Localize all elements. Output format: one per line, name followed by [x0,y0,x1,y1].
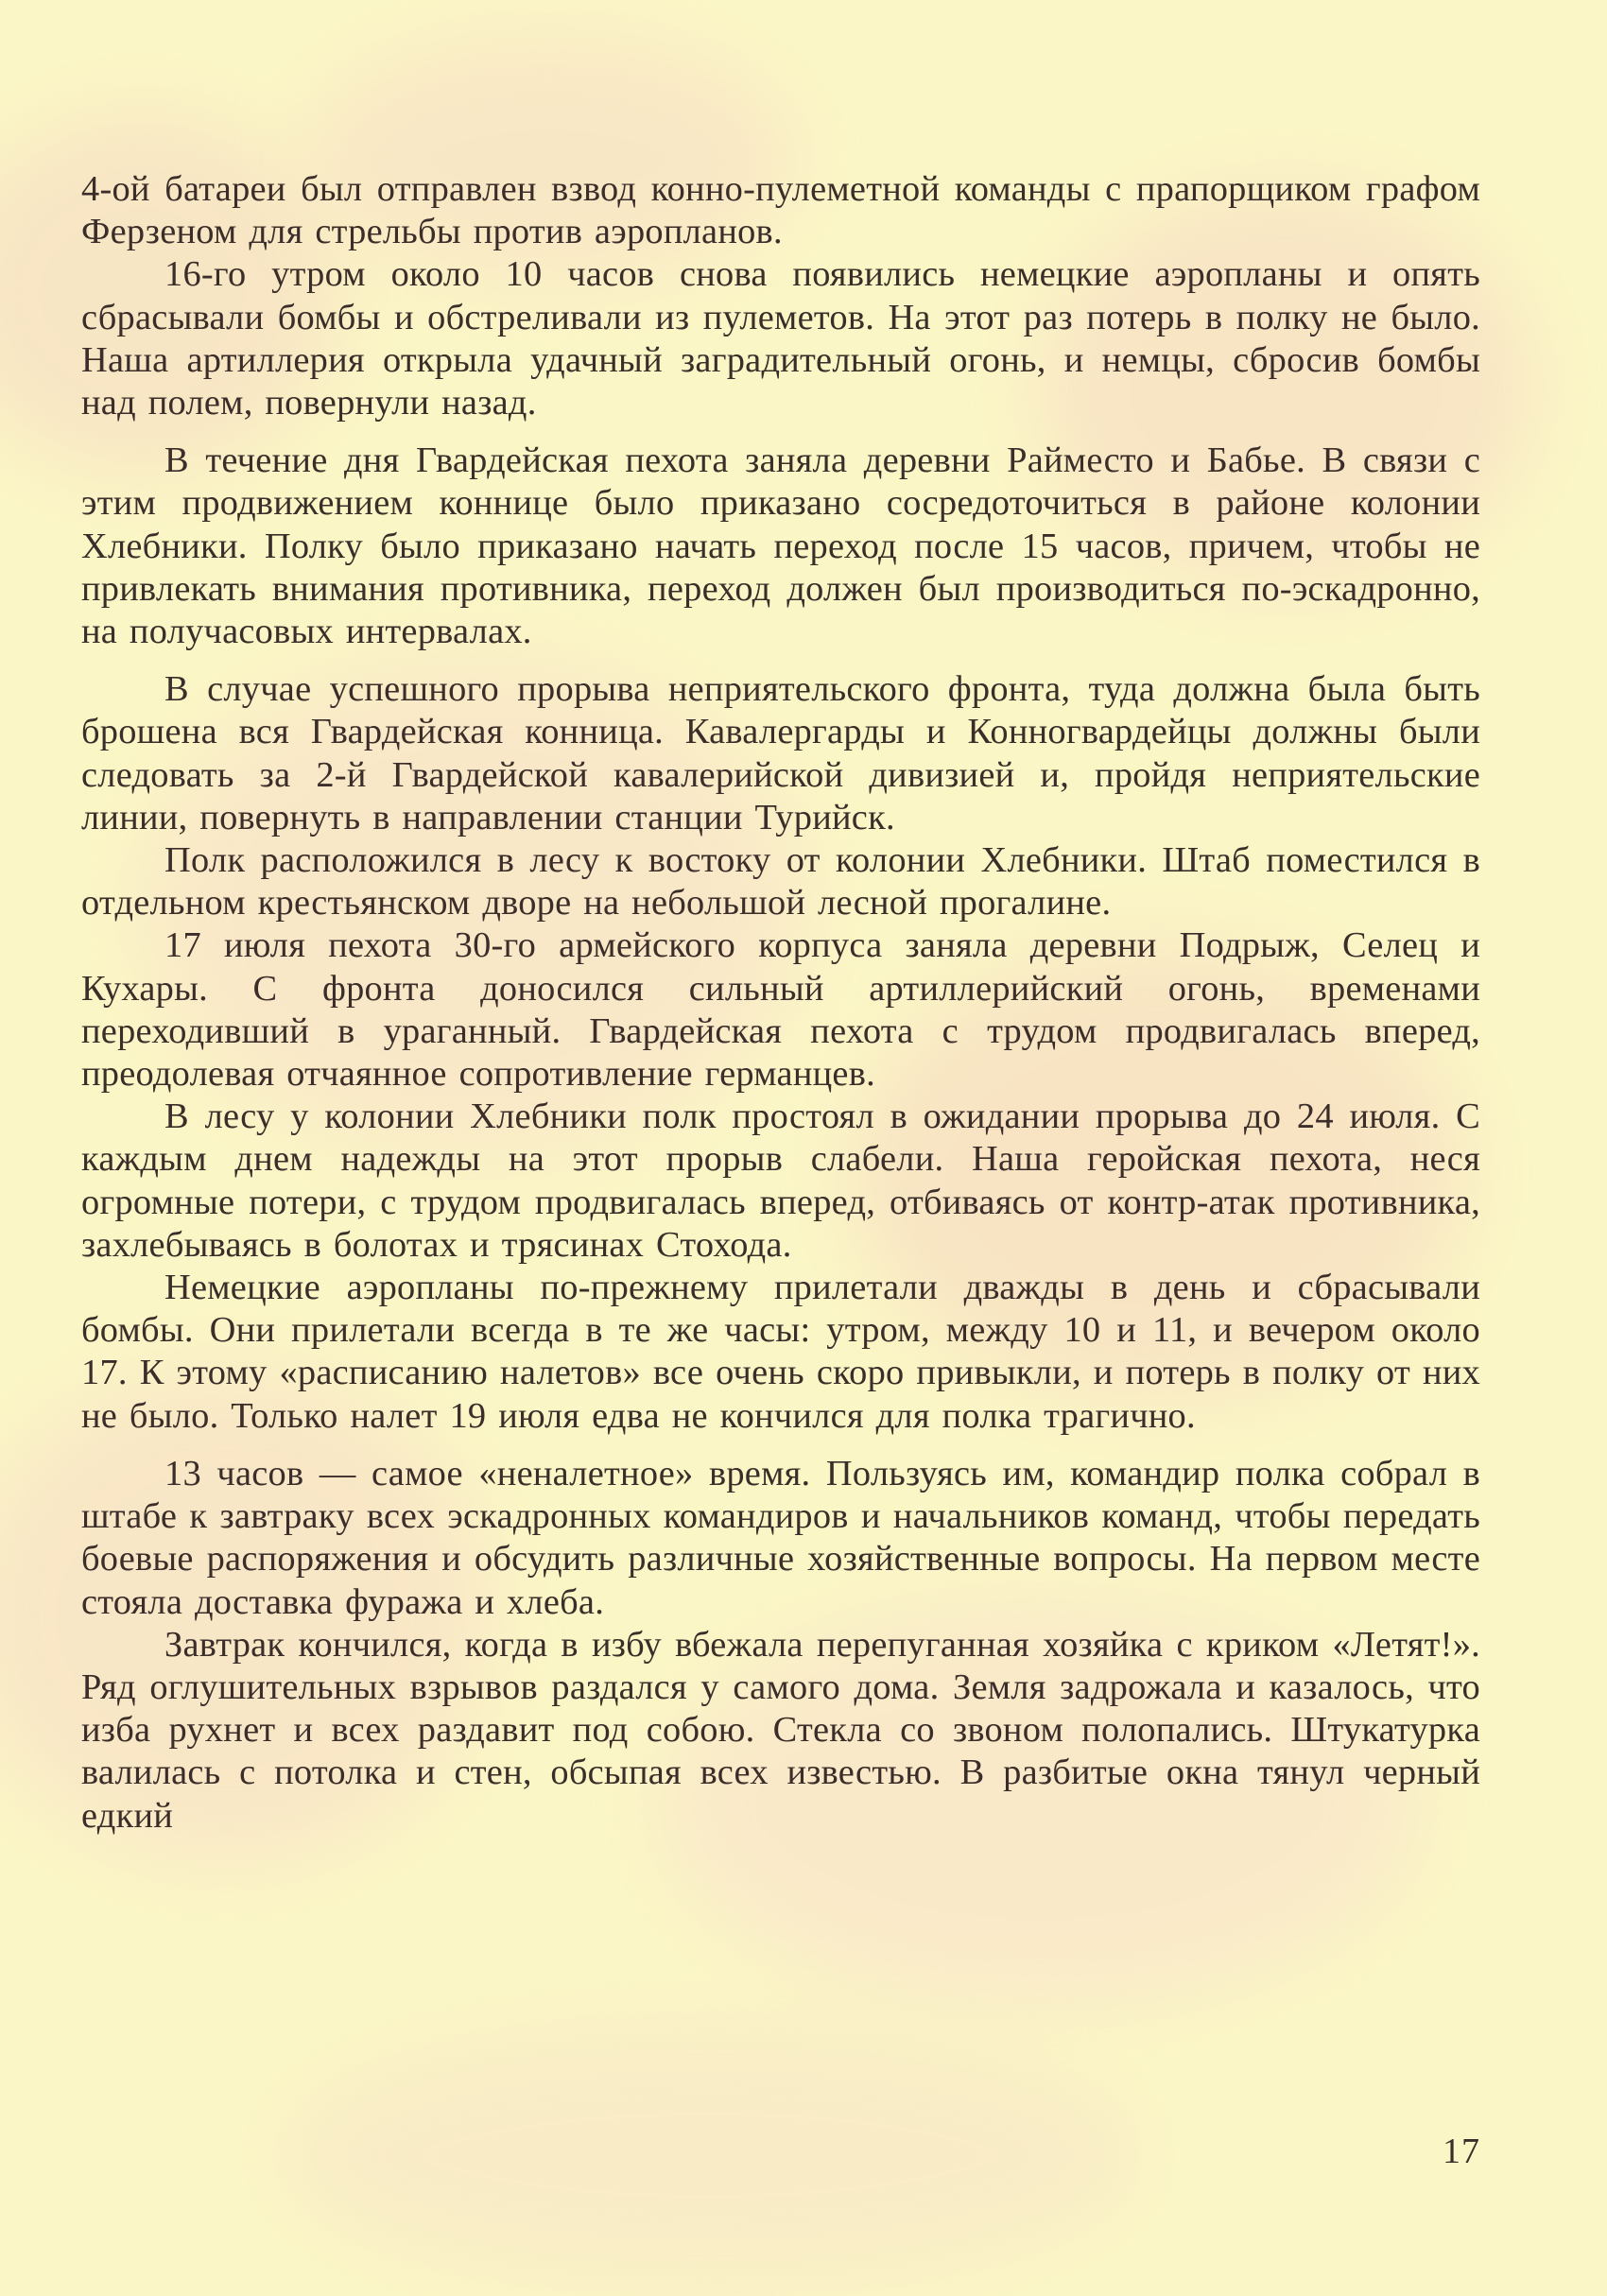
paragraph: В течение дня Гвардейская пехота заняла деревни Райместо и Бабье. В связи с этим продвижением коннице было приказано сосредоточиться в районе колонии Хлебники. Полку было приказано начать переход после 15 часов, причем, чтобы не привлекать внимания противника, переход должен был производиться по-эскадронно, на получасовых интервалах. [81,440,1480,652]
page-number: 17 [1443,2132,1480,2171]
paragraph: Полк расположился в лесу к востоку от колонии Хлебники. Штаб поместился в отдельном крестьянском дворе на небольшой лесной прогалине. [81,840,1480,924]
paragraph: 16-го утром около 10 часов снова появились немецкие аэропланы и опять сбрасывали бомбы и обстреливали из пулеметов. На этот раз потерь в полку не было. Наша артиллерия открыла удачный заградительный огонь, и немцы, сбросив бомбы над полем, повернули назад. [81,254,1480,423]
paragraph: В случае успешного прорыва неприятельского фронта, туда должна была быть брошена вся Гвардейская конница. Кавалергарды и Конногвардейцы должны были следовать за 2-й Гвардейской кавалерийской дивизией и, пройдя неприятельские линии, повернуть в направлении станции Турийск. [81,669,1480,837]
paragraph: 13 часов — самое «неналетное» время. Пользуясь им, командир полка собрал в штабе к завтраку всех эскадронных командиров и начальников команд, чтобы передать боевые распоряжения и обсудить различные хозяйственные вопросы. На первом месте стояла доставка фуража и хлеба. [81,1453,1480,1622]
paragraph: В лесу у колонии Хлебники полк простоял в ожидании прорыва до 24 июля. С каждым днем надежды на этот прорыв слабели. Наша геройская пехота, неся огромные потери, с трудом продвигалась вперед, отбиваясь от контр-атак противника, захлебываясь в болотах и трясинах Стохода. [81,1096,1480,1265]
paragraph: Завтрак кончился, когда в избу вбежала перепуганная хозяйка с криком «Летят!». Ряд оглушительных взрывов раздался у самого дома. Земля задрожала и казалось, что изба рухнет и всех раздавит под собою. Стекла со звоном полопались. Штукатурка валилась с потолка и стен, обсыпая всех известью. В разбитые окна тянул черный едкий [81,1624,1480,1836]
paragraph: 4-ой батареи был отправлен взвод конно-пулеметной команды с прапорщиком графом Ферзеном для стрельбы против аэропланов. [81,169,1480,252]
paragraph: Немецкие аэропланы по-прежнему прилетали дважды в день и сбрасывали бомбы. Они прилетали всегда в те же часы: утром, между 10 и 11, и вечером около 17. К этому «расписанию налетов» все очень скоро привыкли, и потерь в полку от них не было. Только налет 19 июля едва не кончился для полка трагично. [81,1268,1480,1436]
paragraph: 17 июля пехота 30-го армейского корпуса заняла деревни Подрыж, Селец и Кухары. С фронта доносился сильный артиллерийский огонь, временами переходивший в ураганный. Гвардейская пехота с трудом продвигалась вперед, преодолевая отчаянное сопротивление германцев. [81,925,1480,1095]
page-body [81,168,1480,2115]
